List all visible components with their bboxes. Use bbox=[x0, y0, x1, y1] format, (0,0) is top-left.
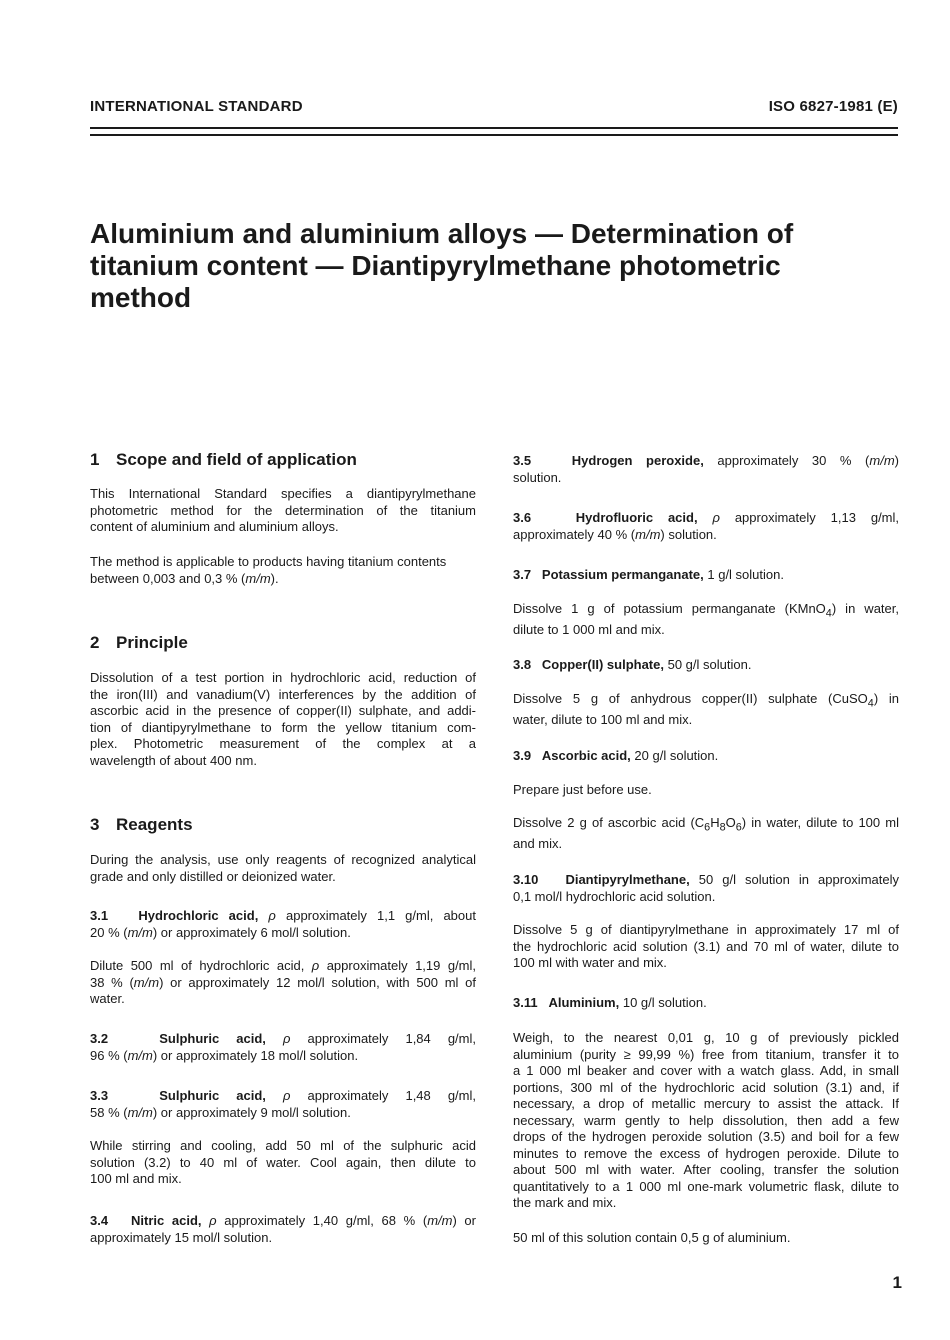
section-3-intro: During the analysis, use only reagents of recognized analytical grade and only distilled or deionized water. bbox=[90, 852, 476, 884]
reagent-3-11-preparation: Weigh, to the nearest 0,01 g, 10 g of previously pickled aluminium (purity ≥ 99,99 %) free from titanium, transfer it to a 1 000 ml beaker and cover with a watch glass. Add, in small portions, 300 ml of the hydrochloric acid solution (3.1) and, if necessary, a drop of metallic mercury to assist the attack. If necessary, warm gently to help dissolution, then add a few drops of the hydrogen peroxide solution (3.5) and boil for a few minutes to remove the excess of hydrogen peroxide. Dilute to about 500 ml with water. After cooling, transfer the solution quantitatively to a 1 000 ml one-mark volumetric flask, dilute to the mark and mix. bbox=[513, 1030, 899, 1210]
reagent-3-7-preparation: Dissolve 1 g of potassium permanganate (KMnO$_4$) in water, dilute to 1 000 ml and mix. bbox=[513, 601, 899, 638]
reagent-3-3-preparation: While stirring and cooling, add 50 ml of the sulphuric acid solution (3.2) to 40 ml of water. Cool again, then dilute to 100 ml and mix. bbox=[90, 1138, 476, 1186]
reagent-3-9-note: Prepare just before use. bbox=[513, 782, 652, 797]
header-rule-thin bbox=[90, 127, 898, 129]
section-2-heading: 2 Principle bbox=[90, 633, 188, 652]
document-title bbox=[90, 218, 890, 314]
reagent-3-6: 3.6 Hydrofluoric acid, ρ approximately 1,13 g/ml, approximately 40 % (m/m) solution. bbox=[513, 510, 900, 542]
section-3-heading: 3 Reagents bbox=[90, 815, 193, 834]
title-line: Aluminium and aluminium alloys — Determination of bbox=[90, 218, 794, 249]
title-line: method bbox=[90, 282, 192, 313]
header-standard-type: INTERNATIONAL STANDARD bbox=[90, 98, 303, 115]
title-line: titanium content — Diantipyrylmethane photometric bbox=[90, 250, 781, 281]
reagent-3-3: 3.3 Sulphuric acid, ρ approximately 1,48 g/ml, 58 % (m/m) or approximately 9 mol/l solution. bbox=[90, 1088, 476, 1120]
reagent-3-11: 3.11 Aluminium, 10 g/l solution. bbox=[513, 995, 707, 1010]
reagent-3-1-preparation: Dilute 500 ml of hydrochloric acid, ρ approximately 1,19 g/ml, 38 % (m/m) or approximately 12 mol/l solution, with 500 ml of water. bbox=[90, 958, 477, 1006]
section-1-paragraph: This International Standard specifies a diantipyrylmethane photometric method for the determination of the titanium content of aluminium and aluminium alloys. bbox=[90, 486, 476, 534]
reagent-3-5: 3.5 Hydrogen peroxide, approximately 30 % (m/m) solution. bbox=[513, 453, 899, 485]
reagent-3-8: 3.8 Copper(II) sulphate, 50 g/l solution. bbox=[513, 657, 752, 672]
reagent-3-11-note: 50 ml of this solution contain 0,5 g of aluminium. bbox=[513, 1230, 791, 1245]
section-2-paragraph: Dissolution of a test portion in hydrochloric acid, reduction of the iron(III) and vanadium(V) interferences by the addition of ascorbic acid in the presence of copper(II) sulphate, and addi- tion of diantipyrylmethane to form the yellow titanium com- plex. Photometric measurement of the complex at a wavelength of about 400 nm. bbox=[90, 670, 476, 768]
reagent-3-8-preparation: Dissolve 5 g of anhydrous copper(II) sulphate (CuSO$_4$) in water, dilute to 100 ml and mix. bbox=[513, 691, 899, 728]
header-rule-thick bbox=[90, 134, 898, 136]
section-1-paragraph: The method is applicable to products having titanium contents between 0,003 and 0,3 % (m/m). bbox=[90, 554, 447, 586]
reagent-3-10-preparation: Dissolve 5 g of diantipyrylmethane in approximately 17 ml of the hydrochloric acid solution (3.1) and 70 ml of water, dilute to 100 ml with water and mix. bbox=[513, 922, 899, 970]
reagent-3-4: 3.4 Nitric acid, ρ approximately 1,40 g/ml, 68 % (m/m) or approximately 15 mol/l solution. bbox=[90, 1213, 476, 1245]
section-1-heading: 1 Scope and field of application bbox=[90, 450, 357, 469]
reagent-3-1: 3.1 Hydrochloric acid, ρ approximately 1,1 g/ml, about 20 % (m/m) or approximately 6 mol/l solution. bbox=[90, 908, 476, 940]
running-header bbox=[90, 98, 898, 120]
reagent-3-9-preparation: Dissolve 2 g of ascorbic acid $(C_6H_8O_6)$ in water, dilute to 100 ml and mix. bbox=[513, 815, 899, 852]
reagent-3-9: 3.9 Ascorbic acid, 20 g/l solution. bbox=[513, 748, 719, 763]
reagent-3-10: 3.10 Diantipyrylmethane, 50 g/l solution in approximately 0,1 mol/l hydrochloric acid solution. bbox=[513, 872, 899, 904]
reagent-3-7: 3.7 Potassium permanganate, 1 g/l solution. bbox=[513, 567, 784, 582]
header-standard-number: ISO 6827-1981 (E) bbox=[768, 98, 898, 115]
reagent-3-2: 3.2 Sulphuric acid, ρ approximately 1,84 g/ml, 96 % (m/m) or approximately 18 mol/l solution. bbox=[90, 1031, 476, 1063]
page-number: 1 bbox=[892, 1273, 902, 1292]
